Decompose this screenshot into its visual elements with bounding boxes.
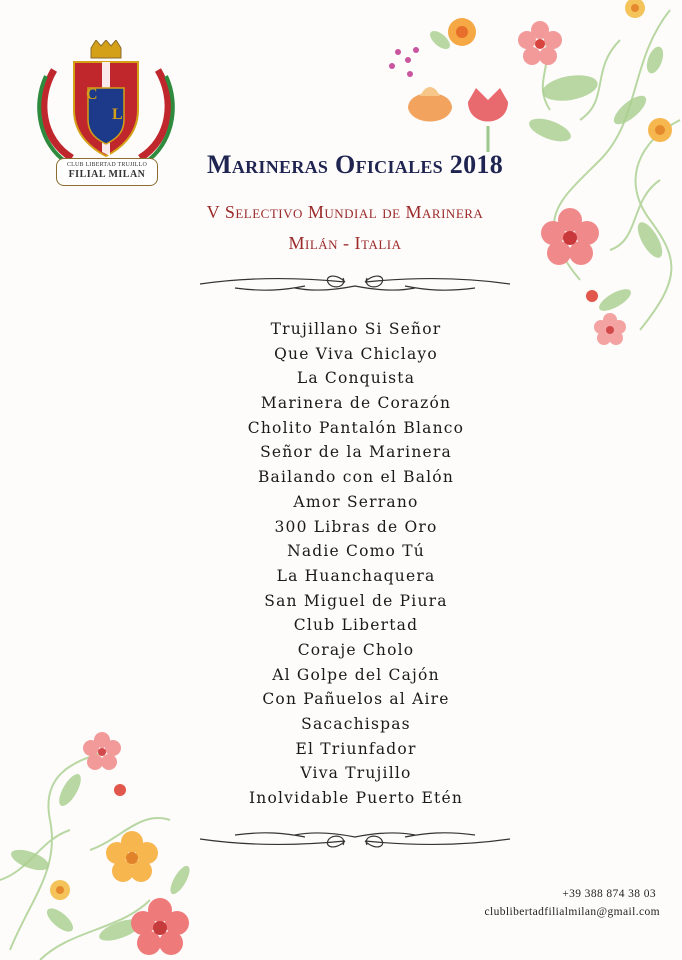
logo-ribbon-branch: FILIAL MILAN bbox=[68, 169, 146, 180]
club-crest-icon bbox=[36, 40, 176, 165]
list-item: Nadie Como Tú bbox=[287, 542, 425, 561]
list-item: El Triunfador bbox=[295, 739, 417, 758]
list-item: Con Pañuelos al Aire bbox=[262, 690, 450, 709]
list-item: Club Libertad bbox=[293, 616, 419, 635]
floral-bottom-left-decoration bbox=[0, 730, 220, 960]
list-item: La Conquista bbox=[296, 369, 416, 388]
ornamental-divider-top bbox=[195, 268, 515, 296]
list-item: 300 Libras de Oro bbox=[274, 517, 438, 536]
logo-ribbon bbox=[56, 158, 158, 186]
page-title: Marineras Oficiales 2018 bbox=[206, 150, 503, 179]
event-subtitle: V Selectivo Mundial de Marinera bbox=[206, 202, 484, 222]
list-item: Sacachispas bbox=[301, 715, 411, 733]
list-item: Coraje Cholo bbox=[297, 640, 415, 659]
list-item: Al Golpe del Cajón bbox=[272, 665, 440, 684]
list-item: Viva Trujillo bbox=[300, 764, 412, 783]
list-item: Señor de la Marinera bbox=[260, 443, 452, 462]
list-item: Bailando con el Balón bbox=[257, 468, 455, 487]
list-item: Que Viva Chiclayo bbox=[274, 344, 438, 363]
list-item: Cholito Pantalón Blanco bbox=[247, 418, 465, 437]
list-item: Inolvidable Puerto Etén bbox=[248, 789, 464, 808]
list-item: Marinera de Corazón bbox=[260, 394, 452, 413]
ornamental-divider-bottom bbox=[195, 827, 515, 855]
contact-phone[interactable]: +39 388 874 38 03 bbox=[562, 888, 656, 900]
club-logo bbox=[36, 40, 176, 185]
list-item: La Huanchaquera bbox=[276, 566, 436, 585]
song-list bbox=[196, 317, 516, 811]
floral-top-right-decoration bbox=[380, 0, 682, 360]
list-item: San Miguel de Piura bbox=[264, 591, 448, 610]
logo-letter-l: L bbox=[112, 106, 123, 123]
logo-ribbon-club-name: CLUB LIBERTAD TRUJILLO bbox=[66, 162, 148, 168]
logo-letter-c: C bbox=[86, 86, 98, 103]
event-location: Milán - Italia bbox=[288, 233, 402, 253]
contact-email[interactable]: clublibertadfilialmilan@gmail.com bbox=[484, 906, 660, 918]
list-item: Trujillano Si Señor bbox=[270, 320, 442, 338]
list-item: Amor Serrano bbox=[293, 492, 419, 511]
